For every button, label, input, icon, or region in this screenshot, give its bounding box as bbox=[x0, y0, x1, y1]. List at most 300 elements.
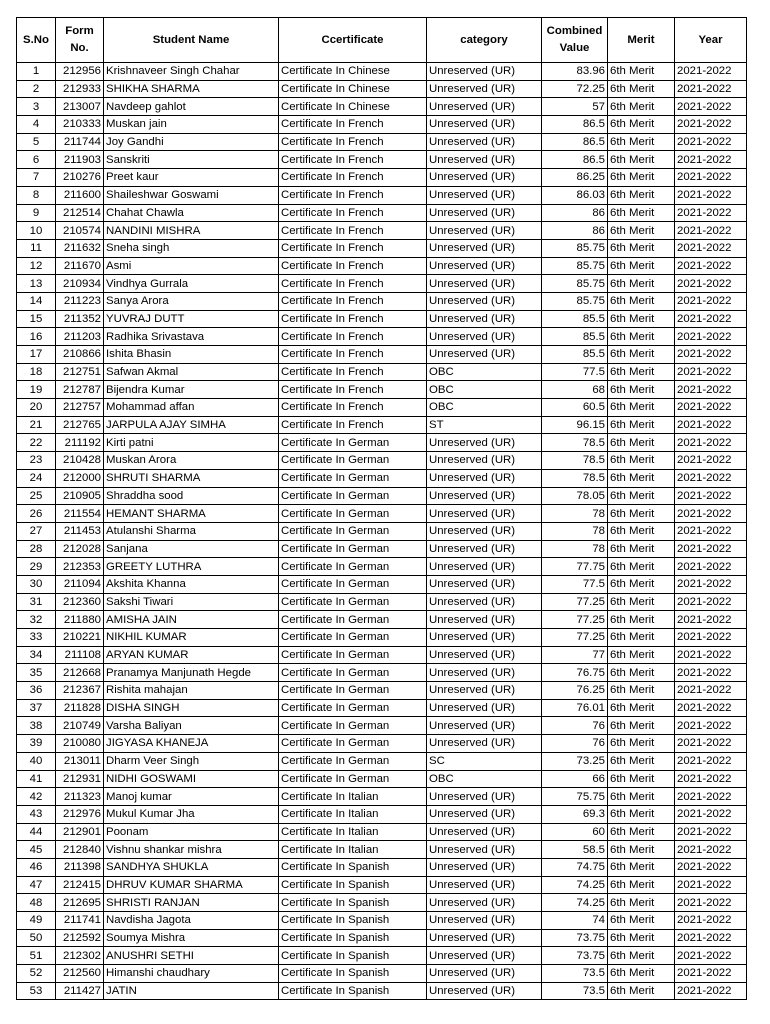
cell-student-name: Sneha singh bbox=[104, 239, 279, 257]
cell-combined-value: 73.5 bbox=[542, 982, 608, 1000]
cell-form-no: 212415 bbox=[56, 876, 104, 894]
cell-student-name: Radhika Srivastava bbox=[104, 328, 279, 346]
cell-merit: 6th Merit bbox=[608, 98, 675, 116]
cell-year: 2021-2022 bbox=[675, 593, 747, 611]
cell-year: 2021-2022 bbox=[675, 363, 747, 381]
cell-merit: 6th Merit bbox=[608, 292, 675, 310]
cell-certificate: Certificate In French bbox=[279, 399, 427, 417]
cell-combined-value: 77 bbox=[542, 646, 608, 664]
table-row bbox=[17, 169, 747, 187]
cell-form-no: 211828 bbox=[56, 699, 104, 717]
table-row bbox=[17, 257, 747, 275]
cell-combined-value: 76.75 bbox=[542, 664, 608, 682]
cell-sno: 29 bbox=[17, 558, 56, 576]
cell-category: Unreserved (UR) bbox=[427, 717, 542, 735]
table-row bbox=[17, 275, 747, 293]
cell-form-no: 210574 bbox=[56, 222, 104, 240]
cell-certificate: Certificate In German bbox=[279, 452, 427, 470]
cell-merit: 6th Merit bbox=[608, 469, 675, 487]
cell-certificate: Certificate In German bbox=[279, 469, 427, 487]
cell-form-no: 212560 bbox=[56, 965, 104, 983]
cell-year: 2021-2022 bbox=[675, 399, 747, 417]
cell-year: 2021-2022 bbox=[675, 646, 747, 664]
cell-year: 2021-2022 bbox=[675, 805, 747, 823]
cell-student-name: Mukul Kumar Jha bbox=[104, 805, 279, 823]
cell-combined-value: 86 bbox=[542, 222, 608, 240]
cell-sno: 53 bbox=[17, 982, 56, 1000]
cell-student-name: SHRISTI RANJAN bbox=[104, 894, 279, 912]
header-category: category bbox=[427, 18, 542, 63]
cell-student-name: Navdisha Jagota bbox=[104, 912, 279, 930]
cell-combined-value: 66 bbox=[542, 770, 608, 788]
table-row bbox=[17, 947, 747, 965]
cell-certificate: Certificate In French bbox=[279, 169, 427, 187]
cell-merit: 6th Merit bbox=[608, 239, 675, 257]
cell-sno: 39 bbox=[17, 735, 56, 753]
cell-sno: 50 bbox=[17, 929, 56, 947]
table-row bbox=[17, 540, 747, 558]
cell-sno: 21 bbox=[17, 416, 56, 434]
table-row bbox=[17, 469, 747, 487]
cell-student-name: Muskan jain bbox=[104, 116, 279, 134]
cell-certificate: Certificate In French bbox=[279, 363, 427, 381]
cell-merit: 6th Merit bbox=[608, 929, 675, 947]
cell-form-no: 211670 bbox=[56, 257, 104, 275]
table-row bbox=[17, 151, 747, 169]
cell-merit: 6th Merit bbox=[608, 452, 675, 470]
cell-merit: 6th Merit bbox=[608, 275, 675, 293]
cell-year: 2021-2022 bbox=[675, 735, 747, 753]
cell-category: Unreserved (UR) bbox=[427, 593, 542, 611]
cell-student-name: Joy Gandhi bbox=[104, 133, 279, 151]
cell-form-no: 212751 bbox=[56, 363, 104, 381]
cell-student-name: SHIKHA SHARMA bbox=[104, 80, 279, 98]
cell-form-no: 212592 bbox=[56, 929, 104, 947]
cell-combined-value: 78.05 bbox=[542, 487, 608, 505]
cell-category: Unreserved (UR) bbox=[427, 629, 542, 647]
cell-sno: 34 bbox=[17, 646, 56, 664]
cell-sno: 43 bbox=[17, 805, 56, 823]
cell-combined-value: 85.75 bbox=[542, 275, 608, 293]
table-row bbox=[17, 381, 747, 399]
cell-form-no: 212695 bbox=[56, 894, 104, 912]
table-row bbox=[17, 487, 747, 505]
cell-combined-value: 77.5 bbox=[542, 363, 608, 381]
cell-certificate: Certificate In French bbox=[279, 310, 427, 328]
table-row bbox=[17, 505, 747, 523]
cell-combined-value: 69.3 bbox=[542, 805, 608, 823]
cell-form-no: 211903 bbox=[56, 151, 104, 169]
cell-year: 2021-2022 bbox=[675, 752, 747, 770]
cell-category: Unreserved (UR) bbox=[427, 80, 542, 98]
cell-certificate: Certificate In German bbox=[279, 735, 427, 753]
cell-combined-value: 78.5 bbox=[542, 452, 608, 470]
cell-category: Unreserved (UR) bbox=[427, 310, 542, 328]
cell-merit: 6th Merit bbox=[608, 204, 675, 222]
cell-category: Unreserved (UR) bbox=[427, 469, 542, 487]
table-row bbox=[17, 310, 747, 328]
cell-year: 2021-2022 bbox=[675, 452, 747, 470]
cell-student-name: JATIN bbox=[104, 982, 279, 1000]
cell-category: OBC bbox=[427, 399, 542, 417]
cell-sno: 14 bbox=[17, 292, 56, 310]
table-row bbox=[17, 186, 747, 204]
cell-combined-value: 68 bbox=[542, 381, 608, 399]
cell-combined-value: 78.5 bbox=[542, 434, 608, 452]
cell-sno: 27 bbox=[17, 522, 56, 540]
cell-category: Unreserved (UR) bbox=[427, 841, 542, 859]
table-row bbox=[17, 646, 747, 664]
cell-category: OBC bbox=[427, 363, 542, 381]
cell-combined-value: 77.75 bbox=[542, 558, 608, 576]
cell-category: Unreserved (UR) bbox=[427, 540, 542, 558]
cell-merit: 6th Merit bbox=[608, 133, 675, 151]
cell-year: 2021-2022 bbox=[675, 965, 747, 983]
cell-sno: 45 bbox=[17, 841, 56, 859]
cell-year: 2021-2022 bbox=[675, 222, 747, 240]
cell-student-name: Akshita Khanna bbox=[104, 575, 279, 593]
cell-merit: 6th Merit bbox=[608, 151, 675, 169]
cell-certificate: Certificate In French bbox=[279, 204, 427, 222]
cell-form-no: 211352 bbox=[56, 310, 104, 328]
cell-merit: 6th Merit bbox=[608, 912, 675, 930]
cell-year: 2021-2022 bbox=[675, 469, 747, 487]
cell-combined-value: 74.75 bbox=[542, 858, 608, 876]
cell-year: 2021-2022 bbox=[675, 381, 747, 399]
cell-combined-value: 83.96 bbox=[542, 63, 608, 81]
cell-combined-value: 85.5 bbox=[542, 310, 608, 328]
cell-combined-value: 86.5 bbox=[542, 151, 608, 169]
table-body bbox=[17, 63, 747, 1000]
cell-certificate: Certificate In German bbox=[279, 699, 427, 717]
cell-sno: 40 bbox=[17, 752, 56, 770]
cell-category: Unreserved (UR) bbox=[427, 982, 542, 1000]
cell-category: Unreserved (UR) bbox=[427, 558, 542, 576]
cell-sno: 3 bbox=[17, 98, 56, 116]
cell-sno: 22 bbox=[17, 434, 56, 452]
cell-certificate: Certificate In German bbox=[279, 629, 427, 647]
header-certificate: Ccertificate bbox=[279, 18, 427, 63]
cell-sno: 42 bbox=[17, 788, 56, 806]
table-header-row bbox=[17, 18, 747, 63]
cell-form-no: 212000 bbox=[56, 469, 104, 487]
cell-student-name: Shraddha sood bbox=[104, 487, 279, 505]
cell-merit: 6th Merit bbox=[608, 699, 675, 717]
cell-form-no: 213007 bbox=[56, 98, 104, 116]
cell-form-no: 212976 bbox=[56, 805, 104, 823]
cell-combined-value: 78 bbox=[542, 505, 608, 523]
cell-merit: 6th Merit bbox=[608, 805, 675, 823]
table-row bbox=[17, 558, 747, 576]
cell-sno: 52 bbox=[17, 965, 56, 983]
cell-merit: 6th Merit bbox=[608, 664, 675, 682]
cell-student-name: ANUSHRI SETHI bbox=[104, 947, 279, 965]
cell-combined-value: 85.5 bbox=[542, 328, 608, 346]
cell-student-name: DISHA SINGH bbox=[104, 699, 279, 717]
cell-sno: 41 bbox=[17, 770, 56, 788]
cell-category: Unreserved (UR) bbox=[427, 204, 542, 222]
cell-certificate: Certificate In French bbox=[279, 328, 427, 346]
cell-sno: 2 bbox=[17, 80, 56, 98]
cell-combined-value: 78.5 bbox=[542, 469, 608, 487]
cell-merit: 6th Merit bbox=[608, 257, 675, 275]
cell-form-no: 211741 bbox=[56, 912, 104, 930]
cell-form-no: 211203 bbox=[56, 328, 104, 346]
cell-year: 2021-2022 bbox=[675, 257, 747, 275]
cell-certificate: Certificate In German bbox=[279, 522, 427, 540]
cell-student-name: JIGYASA KHANEJA bbox=[104, 735, 279, 753]
cell-certificate: Certificate In German bbox=[279, 487, 427, 505]
cell-student-name: GREETY LUTHRA bbox=[104, 558, 279, 576]
cell-form-no: 210749 bbox=[56, 717, 104, 735]
cell-combined-value: 73.5 bbox=[542, 965, 608, 983]
cell-certificate: Certificate In Spanish bbox=[279, 858, 427, 876]
cell-year: 2021-2022 bbox=[675, 770, 747, 788]
cell-category: Unreserved (UR) bbox=[427, 275, 542, 293]
cell-form-no: 212028 bbox=[56, 540, 104, 558]
cell-category: Unreserved (UR) bbox=[427, 292, 542, 310]
cell-category: Unreserved (UR) bbox=[427, 257, 542, 275]
cell-form-no: 210428 bbox=[56, 452, 104, 470]
cell-year: 2021-2022 bbox=[675, 204, 747, 222]
cell-form-no: 212360 bbox=[56, 593, 104, 611]
cell-certificate: Certificate In Spanish bbox=[279, 912, 427, 930]
cell-year: 2021-2022 bbox=[675, 929, 747, 947]
cell-merit: 6th Merit bbox=[608, 982, 675, 1000]
cell-certificate: Certificate In German bbox=[279, 752, 427, 770]
cell-student-name: Safwan Akmal bbox=[104, 363, 279, 381]
table-row bbox=[17, 858, 747, 876]
cell-category: Unreserved (UR) bbox=[427, 239, 542, 257]
cell-year: 2021-2022 bbox=[675, 416, 747, 434]
cell-certificate: Certificate In Italian bbox=[279, 805, 427, 823]
table-row bbox=[17, 664, 747, 682]
cell-merit: 6th Merit bbox=[608, 186, 675, 204]
cell-year: 2021-2022 bbox=[675, 858, 747, 876]
cell-student-name: Ishita Bhasin bbox=[104, 346, 279, 364]
cell-student-name: Mohammad affan bbox=[104, 399, 279, 417]
cell-category: Unreserved (UR) bbox=[427, 434, 542, 452]
cell-form-no: 212514 bbox=[56, 204, 104, 222]
cell-student-name: Navdeep gahlot bbox=[104, 98, 279, 116]
cell-form-no: 210905 bbox=[56, 487, 104, 505]
cell-form-no: 211880 bbox=[56, 611, 104, 629]
header-sno: S.No bbox=[17, 18, 56, 63]
header-year: Year bbox=[675, 18, 747, 63]
cell-merit: 6th Merit bbox=[608, 876, 675, 894]
cell-student-name: AMISHA JAIN bbox=[104, 611, 279, 629]
cell-certificate: Certificate In French bbox=[279, 257, 427, 275]
cell-sno: 49 bbox=[17, 912, 56, 930]
cell-sno: 16 bbox=[17, 328, 56, 346]
cell-merit: 6th Merit bbox=[608, 593, 675, 611]
table-row bbox=[17, 699, 747, 717]
cell-certificate: Certificate In French bbox=[279, 416, 427, 434]
cell-combined-value: 85.75 bbox=[542, 292, 608, 310]
cell-category: Unreserved (UR) bbox=[427, 894, 542, 912]
table-row bbox=[17, 912, 747, 930]
cell-sno: 8 bbox=[17, 186, 56, 204]
cell-year: 2021-2022 bbox=[675, 841, 747, 859]
table-row bbox=[17, 522, 747, 540]
cell-form-no: 211192 bbox=[56, 434, 104, 452]
cell-category: Unreserved (UR) bbox=[427, 487, 542, 505]
cell-year: 2021-2022 bbox=[675, 98, 747, 116]
cell-form-no: 211323 bbox=[56, 788, 104, 806]
cell-merit: 6th Merit bbox=[608, 381, 675, 399]
cell-sno: 46 bbox=[17, 858, 56, 876]
cell-sno: 48 bbox=[17, 894, 56, 912]
cell-category: Unreserved (UR) bbox=[427, 151, 542, 169]
cell-category: Unreserved (UR) bbox=[427, 452, 542, 470]
table-row bbox=[17, 80, 747, 98]
cell-year: 2021-2022 bbox=[675, 505, 747, 523]
cell-sno: 11 bbox=[17, 239, 56, 257]
cell-category: Unreserved (UR) bbox=[427, 186, 542, 204]
cell-year: 2021-2022 bbox=[675, 894, 747, 912]
cell-combined-value: 77.5 bbox=[542, 575, 608, 593]
cell-sno: 31 bbox=[17, 593, 56, 611]
table-row bbox=[17, 788, 747, 806]
table-row bbox=[17, 328, 747, 346]
cell-category: Unreserved (UR) bbox=[427, 805, 542, 823]
cell-merit: 6th Merit bbox=[608, 487, 675, 505]
header-combined-value: Combined Value bbox=[542, 18, 608, 63]
cell-category: Unreserved (UR) bbox=[427, 346, 542, 364]
cell-certificate: Certificate In German bbox=[279, 770, 427, 788]
cell-certificate: Certificate In French bbox=[279, 381, 427, 399]
cell-year: 2021-2022 bbox=[675, 522, 747, 540]
cell-form-no: 212668 bbox=[56, 664, 104, 682]
cell-combined-value: 57 bbox=[542, 98, 608, 116]
cell-certificate: Certificate In German bbox=[279, 540, 427, 558]
cell-merit: 6th Merit bbox=[608, 894, 675, 912]
cell-certificate: Certificate In German bbox=[279, 558, 427, 576]
cell-certificate: Certificate In Spanish bbox=[279, 876, 427, 894]
cell-certificate: Certificate In Spanish bbox=[279, 894, 427, 912]
merit-list-table bbox=[16, 17, 747, 1000]
cell-merit: 6th Merit bbox=[608, 80, 675, 98]
cell-form-no: 211223 bbox=[56, 292, 104, 310]
table-row bbox=[17, 629, 747, 647]
cell-year: 2021-2022 bbox=[675, 699, 747, 717]
cell-form-no: 210333 bbox=[56, 116, 104, 134]
cell-combined-value: 58.5 bbox=[542, 841, 608, 859]
cell-combined-value: 86.5 bbox=[542, 133, 608, 151]
cell-category: Unreserved (UR) bbox=[427, 98, 542, 116]
cell-sno: 37 bbox=[17, 699, 56, 717]
cell-form-no: 211108 bbox=[56, 646, 104, 664]
cell-merit: 6th Merit bbox=[608, 63, 675, 81]
cell-certificate: Certificate In French bbox=[279, 239, 427, 257]
cell-category: OBC bbox=[427, 381, 542, 399]
cell-sno: 25 bbox=[17, 487, 56, 505]
cell-form-no: 211632 bbox=[56, 239, 104, 257]
cell-certificate: Certificate In German bbox=[279, 611, 427, 629]
cell-merit: 6th Merit bbox=[608, 363, 675, 381]
cell-student-name: Soumya Mishra bbox=[104, 929, 279, 947]
cell-year: 2021-2022 bbox=[675, 575, 747, 593]
cell-sno: 30 bbox=[17, 575, 56, 593]
cell-form-no: 211094 bbox=[56, 575, 104, 593]
cell-form-no: 212353 bbox=[56, 558, 104, 576]
cell-combined-value: 73.25 bbox=[542, 752, 608, 770]
cell-merit: 6th Merit bbox=[608, 505, 675, 523]
cell-form-no: 210866 bbox=[56, 346, 104, 364]
cell-year: 2021-2022 bbox=[675, 876, 747, 894]
cell-merit: 6th Merit bbox=[608, 947, 675, 965]
cell-sno: 9 bbox=[17, 204, 56, 222]
cell-student-name: YUVRAJ DUTT bbox=[104, 310, 279, 328]
cell-year: 2021-2022 bbox=[675, 823, 747, 841]
cell-category: Unreserved (UR) bbox=[427, 858, 542, 876]
cell-form-no: 211398 bbox=[56, 858, 104, 876]
cell-combined-value: 75.75 bbox=[542, 788, 608, 806]
cell-merit: 6th Merit bbox=[608, 788, 675, 806]
cell-year: 2021-2022 bbox=[675, 151, 747, 169]
cell-combined-value: 96.15 bbox=[542, 416, 608, 434]
cell-year: 2021-2022 bbox=[675, 434, 747, 452]
cell-student-name: Krishnaveer Singh Chahar bbox=[104, 63, 279, 81]
table-row bbox=[17, 98, 747, 116]
cell-year: 2021-2022 bbox=[675, 346, 747, 364]
cell-certificate: Certificate In Chinese bbox=[279, 80, 427, 98]
cell-combined-value: 73.75 bbox=[542, 947, 608, 965]
table-row bbox=[17, 133, 747, 151]
cell-sno: 20 bbox=[17, 399, 56, 417]
cell-category: Unreserved (UR) bbox=[427, 133, 542, 151]
cell-category: Unreserved (UR) bbox=[427, 169, 542, 187]
table-row bbox=[17, 611, 747, 629]
cell-combined-value: 85.5 bbox=[542, 346, 608, 364]
cell-year: 2021-2022 bbox=[675, 982, 747, 1000]
cell-certificate: Certificate In French bbox=[279, 151, 427, 169]
cell-form-no: 211427 bbox=[56, 982, 104, 1000]
cell-category: Unreserved (UR) bbox=[427, 912, 542, 930]
cell-merit: 6th Merit bbox=[608, 434, 675, 452]
cell-form-no: 211453 bbox=[56, 522, 104, 540]
cell-student-name: ARYAN KUMAR bbox=[104, 646, 279, 664]
table-row bbox=[17, 416, 747, 434]
cell-student-name: Vishnu shankar mishra bbox=[104, 841, 279, 859]
cell-merit: 6th Merit bbox=[608, 310, 675, 328]
cell-form-no: 212302 bbox=[56, 947, 104, 965]
table-row bbox=[17, 63, 747, 81]
cell-category: Unreserved (UR) bbox=[427, 965, 542, 983]
cell-sno: 32 bbox=[17, 611, 56, 629]
cell-combined-value: 86.03 bbox=[542, 186, 608, 204]
cell-merit: 6th Merit bbox=[608, 752, 675, 770]
cell-student-name: Vindhya Gurrala bbox=[104, 275, 279, 293]
table-row bbox=[17, 434, 747, 452]
cell-merit: 6th Merit bbox=[608, 646, 675, 664]
cell-combined-value: 76 bbox=[542, 717, 608, 735]
cell-certificate: Certificate In French bbox=[279, 292, 427, 310]
cell-category: Unreserved (UR) bbox=[427, 522, 542, 540]
cell-combined-value: 85.75 bbox=[542, 239, 608, 257]
cell-sno: 12 bbox=[17, 257, 56, 275]
cell-merit: 6th Merit bbox=[608, 522, 675, 540]
cell-year: 2021-2022 bbox=[675, 239, 747, 257]
cell-certificate: Certificate In German bbox=[279, 505, 427, 523]
cell-student-name: Rishita mahajan bbox=[104, 682, 279, 700]
table-row bbox=[17, 593, 747, 611]
cell-certificate: Certificate In Italian bbox=[279, 788, 427, 806]
table-row bbox=[17, 239, 747, 257]
table-row bbox=[17, 770, 747, 788]
cell-sno: 47 bbox=[17, 876, 56, 894]
cell-certificate: Certificate In Spanish bbox=[279, 929, 427, 947]
